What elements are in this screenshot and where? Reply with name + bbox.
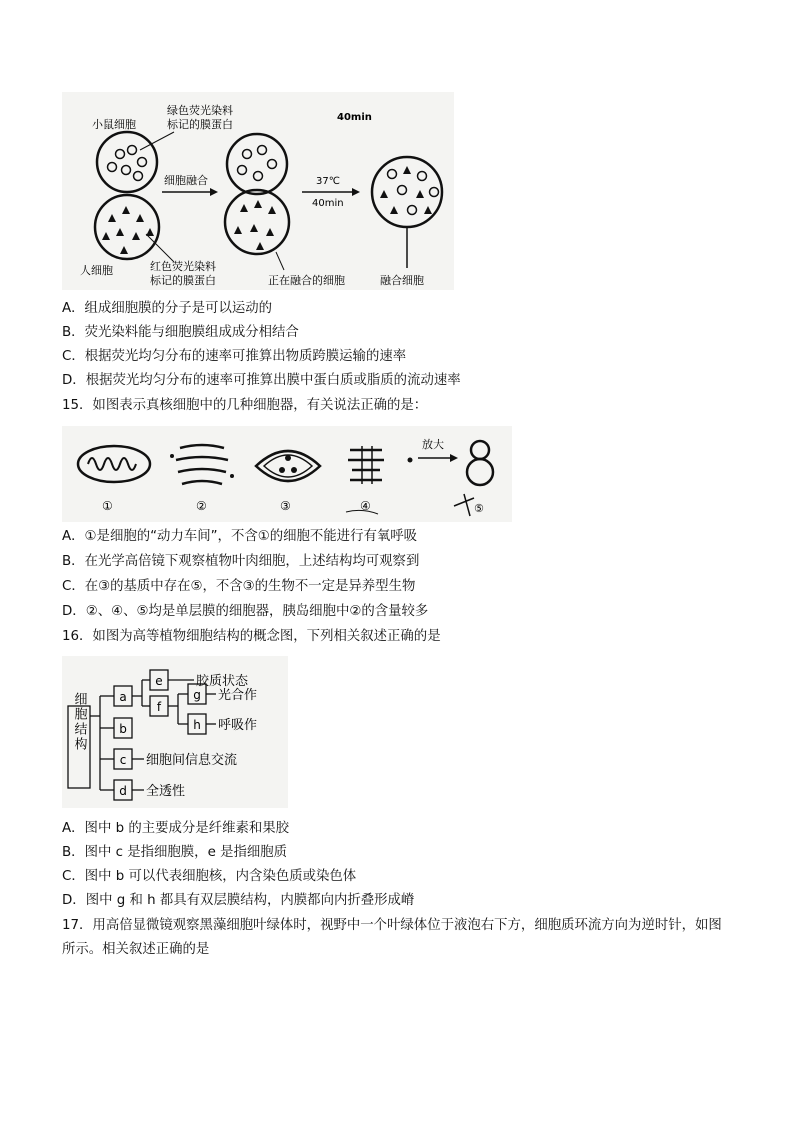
q15-stem: 15．如图表示真核细胞中的几种细胞器，有关说法正确的是： [62,398,428,413]
mouse-cell [97,132,174,192]
q14-option-a: A．组成细胞膜的分子是可以运动的 [62,301,273,316]
green-dye-label: 绿色荧光染料 [167,104,233,117]
mouse-cell-label: 小鼠细胞 [92,118,136,131]
box-d: d [119,784,127,798]
ribosome-enlarged-icon [467,441,493,485]
q14-option-b: B．荧光染料能与细胞膜组成成分相结合 [62,325,299,340]
arrow-right-icon [352,188,360,196]
text-g: 光合作 [218,688,258,703]
q15-option-c: C．在③的基质中存在⑤，不含③的生物不一定是异养型生物 [62,579,416,594]
q16-stem: 16．如图为高等植物细胞结构的概念图，下列相关叙述正确的是 [62,629,441,644]
text-e: 胶质状态 [196,674,249,689]
time-top-label: 40min [337,112,372,123]
red-dye-label: 红色荧光染料 [150,260,216,273]
cell-fusion-figure [62,92,454,290]
q14-option-d: D．根据荧光均匀分布的速率可推算出膜中蛋白质或脂质的流动速率 [62,373,461,388]
organelle-4-number: ④ [360,499,371,513]
q16-option-c: C．图中 b 可以代表细胞核，内含染色质或染色体 [62,869,357,884]
box-f: f [156,700,162,714]
fusing-cell-label: 正在融合的细胞 [268,274,345,287]
q17-stem: 17．用高倍显微镜观察黑藻细胞叶绿体时，视野中一个叶绿体位于液泡右下方，细胞质环流方向为逆时针，如图所示。相关叙述正确的是 [62,918,722,957]
chloroplast-icon [256,451,320,481]
fused-cell-label: 融合细胞 [380,274,424,287]
zoom-label: 放大 [422,438,444,451]
fused-cell [372,157,442,268]
fusing-cell [225,134,289,270]
golgi-icon [170,445,234,484]
arrow-right-icon [210,188,218,196]
temp-label: 37℃ [316,176,340,187]
human-cell-label: 人细胞 [80,264,113,277]
organelles-figure [62,426,512,522]
mitochondrion-icon [78,446,150,482]
box-a: a [119,690,127,704]
human-cell [95,195,174,262]
text-h: 呼吸作 [218,718,258,733]
organelle-2-number: ② [196,499,207,513]
organelle-5-number: ⑤ [474,502,484,515]
box-h: h [193,718,201,732]
fusion-arrow-label: 细胞融合 [164,174,208,187]
q16-option-a: A．图中 b 的主要成分是纤维素和果胶 [62,821,290,836]
organelle-5-marker [454,494,484,516]
green-protein-label: 标记的膜蛋白 [167,118,233,131]
q15-option-d: D．②、④、⑤均是单层膜的细胞器，胰岛细胞中②的含量较多 [62,604,429,619]
red-protein-label: 标记的膜蛋白 [150,274,216,287]
box-c: c [119,753,127,767]
text-c: 细胞间信息交流 [146,753,238,768]
q15-option-a: A．①是细胞的“动力车间”，不含①的细胞不能进行有氧呼吸 [62,529,418,544]
ribosome-dot-icon [408,458,413,463]
arrow-right-icon [450,454,458,462]
endoplasmic-reticulum-icon [348,446,384,484]
q16-option-d: D．图中 g 和 h 都具有双层膜结构，内膜都向内折叠形成嵴 [62,893,415,908]
cell-structure-concept-map [62,656,288,808]
box-b: b [119,722,127,736]
organelle-3-number: ③ [280,499,291,513]
root-label: 细胞结构 [71,692,87,752]
organelle-1-number: ① [102,499,113,513]
q15-option-b: B．在光学高倍镜下观察植物叶肉细胞，上述结构均可观察到 [62,554,420,569]
box-e: e [155,674,163,688]
box-g: g [193,688,201,702]
text-d: 全透性 [146,784,186,799]
time-arrow-label: 40min [312,198,344,209]
q16-option-b: B．图中 c 是指细胞膜，e 是指细胞质 [62,845,288,860]
q14-option-c: C．根据荧光均匀分布的速率可推算出物质跨膜运输的速率 [62,349,407,364]
